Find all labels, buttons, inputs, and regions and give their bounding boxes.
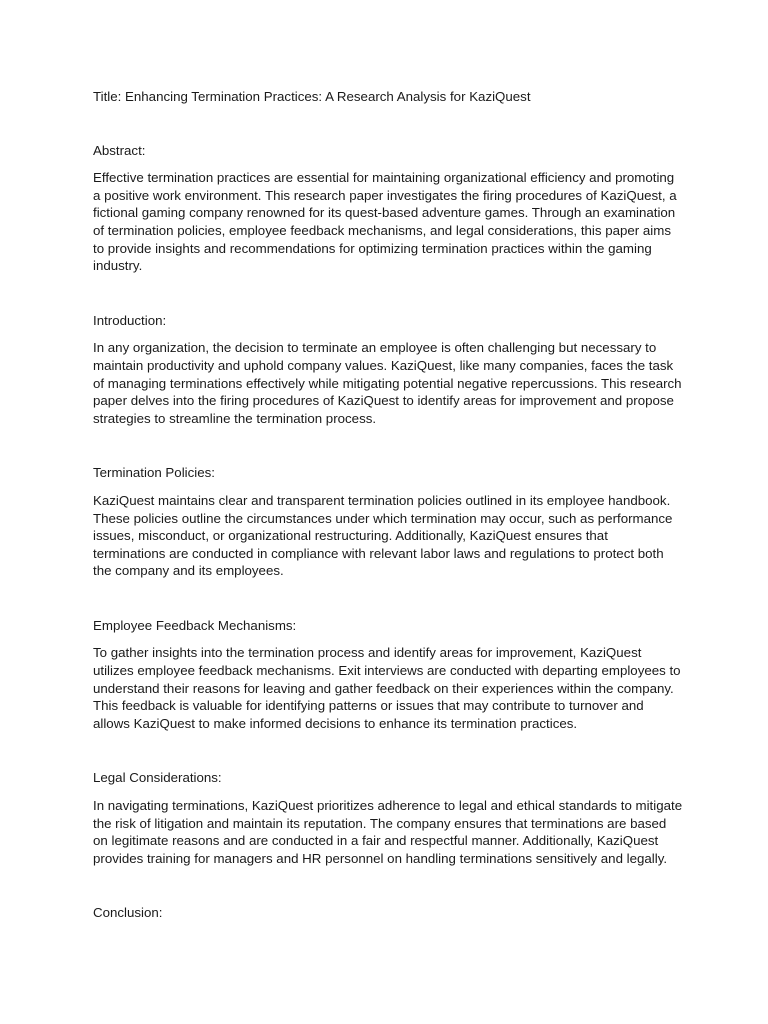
section-heading-abstract: Abstract: bbox=[93, 142, 146, 158]
section-heading-termination-policies: Termination Policies: bbox=[93, 465, 215, 481]
section-heading-employee-feedback: Employee Feedback Mechanisms: bbox=[93, 617, 297, 633]
section-body-termination-policies: KaziQuest maintains clear and transparent termination policies outlined in its employee handbook. These policies outline the circumstances under which termination may occur, such as performance issues, misconduct, or organizational restructuring. Additionally, KaziQuest ensures that terminations are conducted in compliance with relevant labor laws and regulations to protect both the company and its employees. bbox=[93, 492, 673, 579]
section-body-legal-considerations: In navigating terminations, KaziQuest prioritizes adherence to legal and ethical standards to mitigate the risk of litigation and maintain its reputation. The company ensures that terminations are based on legitimate reasons and are conducted in a fair and respectful manner. Additionally, KaziQuest provides training for managers and HR personnel on handling terminations sensitively and legally. bbox=[93, 798, 683, 866]
document-title: Title: Enhancing Termination Practices: A Research Analysis for KaziQuest bbox=[93, 89, 531, 104]
section-body-employee-feedback: To gather insights into the termination process and identify areas for improvement, KaziQuest utilizes employee feedback mechanisms. Exit interviews are conducted with departing employees to understand their reasons for leaving and gather feedback on their experiences within the company. This feedback is valuable for identifying patterns or issues that may contribute to turnover and allows KaziQuest to make informed decisions to enhance its termination practices. bbox=[93, 645, 681, 731]
document-body bbox=[93, 88, 683, 932]
section-heading-conclusion: Conclusion: bbox=[93, 905, 163, 921]
section-body-introduction: In any organization, the decision to terminate an employee is often challenging but necessary to maintain productivity and uphold company values. KaziQuest, like many companies, faces the task of managing terminations effectively while mitigating potential negative repercussions. This research paper delves into the firing procedures of KaziQuest to identify areas for improvement and propose strategies to streamline the termination process. bbox=[93, 340, 682, 426]
section-body-abstract: Effective termination practices are essential for maintaining organizational efficiency and promoting a positive work environment. This research paper investigates the firing procedures of KaziQuest, a fictional gaming company renowned for its quest-based adventure games. Through an examination of termination policies, employee feedback mechanisms, and legal considerations, this paper aims to provide insights and recommendations for optimizing termination practices within the gaming industry. bbox=[93, 170, 677, 274]
section-heading-legal-considerations: Legal Considerations: bbox=[93, 770, 222, 786]
section-heading-introduction: Introduction: bbox=[93, 312, 167, 328]
